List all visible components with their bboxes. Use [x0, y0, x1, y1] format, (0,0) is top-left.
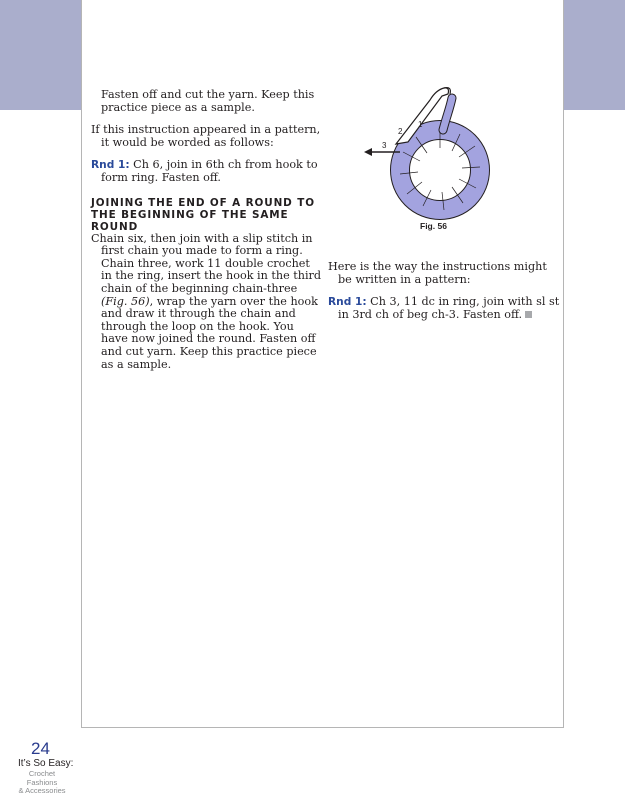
figure-caption: Fig. 56 — [420, 221, 447, 231]
round-label: Rnd 1: — [91, 159, 130, 172]
paragraph-pattern-intro-right: Here is the way the instructions might be written in a pattern: — [328, 260, 547, 286]
body-text-2: , wrap the yarn over the hook and draw it through the chain and through the loop on the hook. You have now joined the round. Fasten off and cut yarn. Keep this practice piece as a sample. — [101, 294, 318, 371]
end-marker-icon — [525, 311, 532, 318]
book-subtitle-line-1: Crochet Fashions — [26, 769, 58, 787]
body-text-1: Chain six, then join with a slip stitch in first chain you made to form a ring. Chain three, work 11 double crochet in the ring, insert the hook in the third chain of the beginning chain-three — [91, 231, 322, 295]
yarn-ring — [400, 130, 480, 210]
left-column — [91, 89, 323, 381]
figure-label-2: 2 — [398, 127, 403, 136]
book-subtitle — [14, 770, 70, 796]
round-instruction — [91, 159, 323, 184]
figure-label-1: 1 — [418, 120, 423, 129]
round-instruction-right — [328, 296, 560, 321]
page-number: 24 — [31, 739, 50, 758]
figure-label-3: 3 — [382, 141, 387, 150]
right-column — [328, 261, 560, 331]
paragraph-fasten-off: Fasten off and cut the yarn. Keep this practice piece as a sample. — [101, 88, 315, 114]
book-title: It’s So Easy: — [18, 758, 74, 769]
book-subtitle-line-2: & Accessories — [18, 786, 66, 796]
round-text-right: Ch 3, 11 dc in ring, join with sl st in 3rd ch of beg ch-3. Fasten off. — [338, 295, 560, 321]
crochet-ring-figure — [360, 82, 520, 232]
paragraph-joining-body — [91, 233, 323, 372]
section-heading — [91, 197, 323, 233]
figure-reference: (Fig. 56) — [101, 294, 150, 308]
round-text: Ch 6, join in 6th ch from hook to form ring. Fasten off. — [101, 158, 318, 184]
heading-line-1: JOINING THE END OF A ROUND TO — [91, 196, 315, 209]
paragraph-pattern-intro: If this instruction appeared in a pattern, it would be worded as follows: — [91, 123, 321, 149]
round-label-right: Rnd 1: — [328, 296, 367, 309]
heading-line-2: THE BEGINNING OF THE SAME ROUND — [91, 208, 289, 233]
